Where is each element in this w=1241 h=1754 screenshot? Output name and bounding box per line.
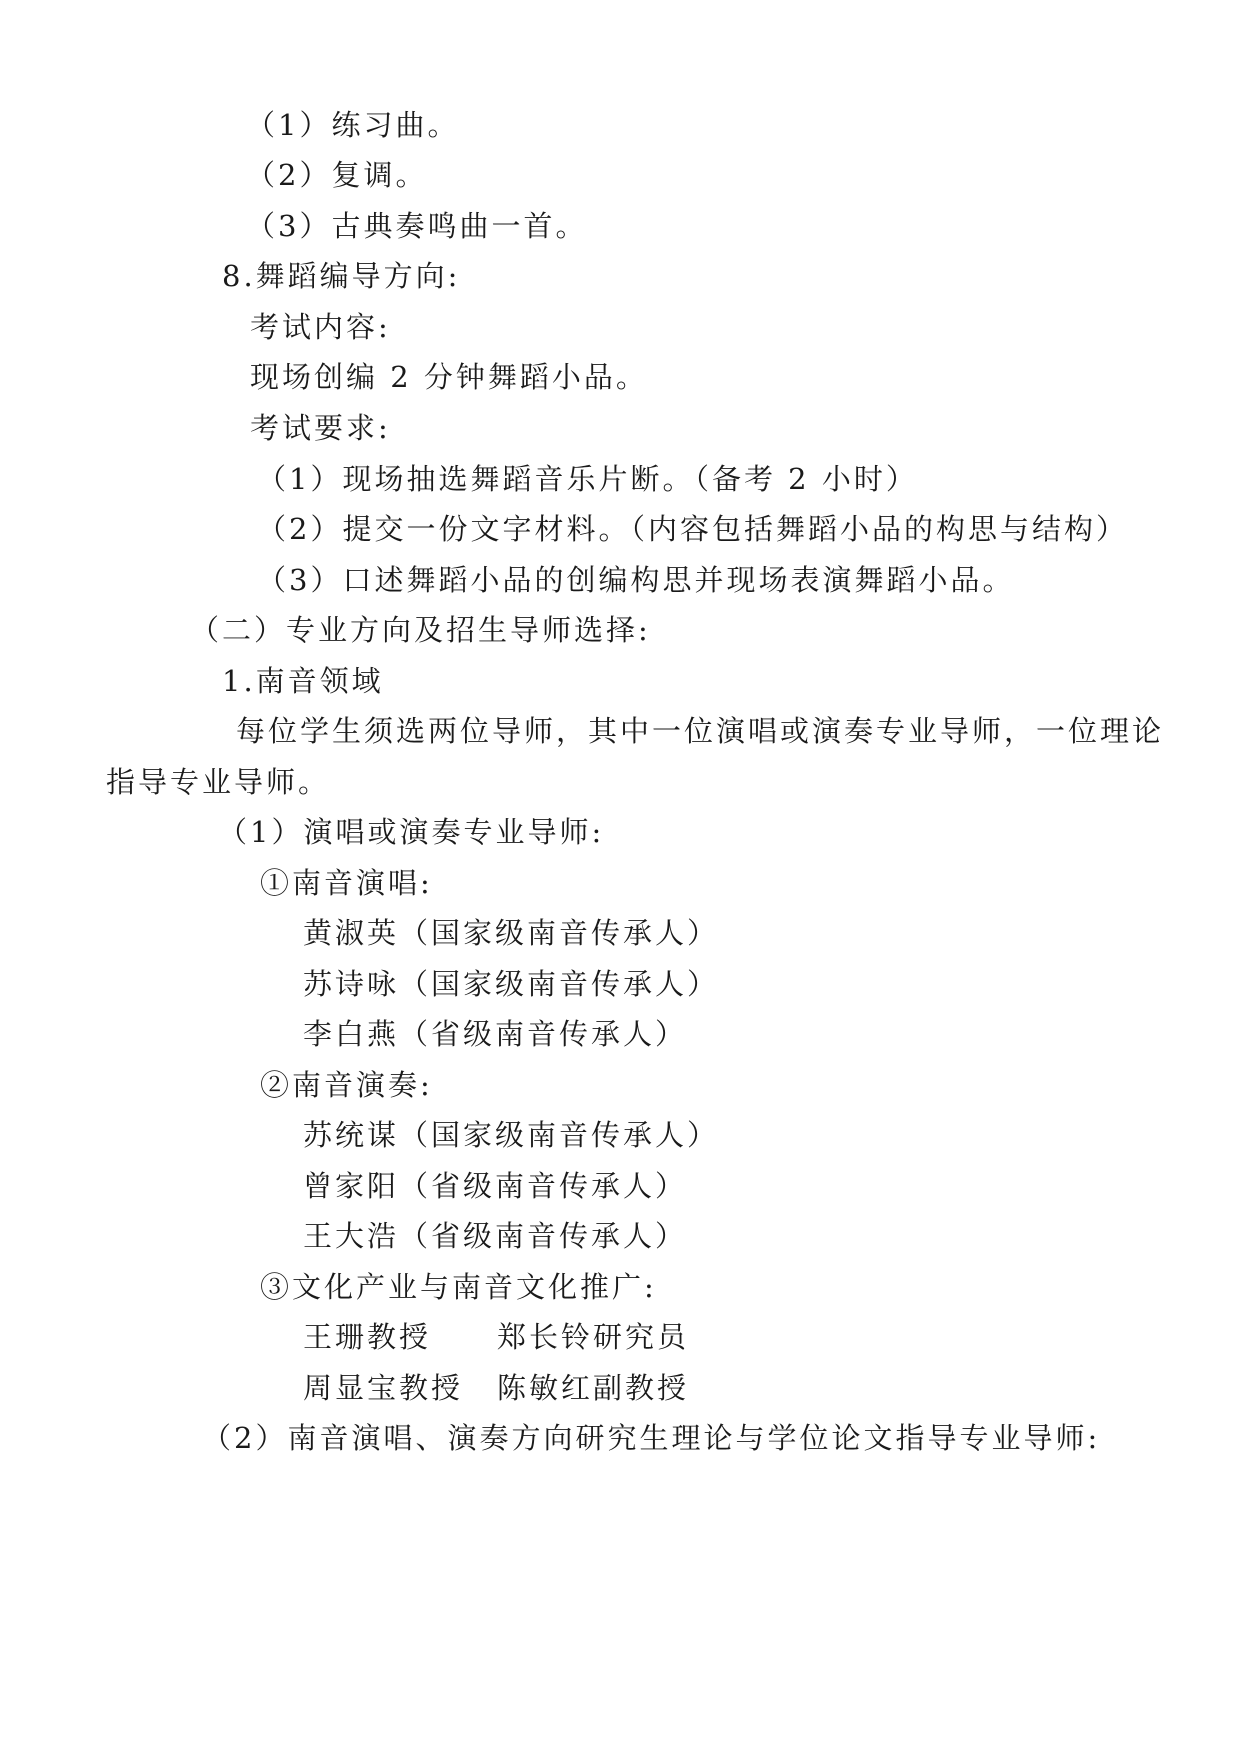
advisor-zeng-jiayang: 曾家阳（省级南音传承人） [303,1169,688,1203]
advisor-row [497,1368,689,1408]
requirement-1: （1）现场抽选舞蹈音乐片断。（备考 2 小时） [257,462,918,496]
theory-advisors-heading: （2）南音演唱、演奏方向研究生理论与学位论文指导专业导师: [202,1421,1101,1455]
item-1-etude: （1）练习曲。 [246,108,460,142]
culture-industry-heading: ③文化产业与南音文化推广: [260,1270,657,1304]
item-3-sonata: （3）古典奏鸣曲一首。 [246,209,588,243]
paragraph-line-2: 指导专业导师。 [106,765,331,799]
advisor-zheng-changling: 郑长铃研究员 [497,1320,690,1354]
advisor-zhou-xianbao: 周显宝教授 [303,1371,464,1405]
item-2-polyphony: （2）复调。 [246,158,428,192]
exam-content-text: 现场创编 2 分钟舞蹈小品。 [250,360,648,394]
requirement-3: （3）口述舞蹈小品的创编构思并现场表演舞蹈小品。 [257,563,1015,597]
nanyin-singing-heading: ①南音演唱: [260,866,433,900]
advisor-wang-shan: 王珊教授 [303,1320,432,1354]
performance-advisors-heading: （1）演唱或演奏专业导师: [218,815,605,849]
section-8-heading: 8.舞蹈编导方向: [222,259,461,293]
paragraph-line-1: 每位学生须选两位导师，其中一位演唱或演奏专业导师，一位理论 [236,714,1165,748]
exam-content-label: 考试内容: [250,310,391,344]
nanyin-field-heading: 1.南音领域 [222,664,384,698]
requirement-2: （2）提交一份文字材料。（内容包括舞蹈小品的构思与结构） [257,512,1128,546]
advisor-wang-dahao: 王大浩（省级南音传承人） [303,1219,688,1253]
advisor-row [303,1368,463,1408]
exam-requirements-label: 考试要求: [250,411,391,445]
advisor-li-baiyan: 李白燕（省级南音传承人） [303,1017,688,1051]
nanyin-performance-heading: ②南音演奏: [260,1068,433,1102]
section-2-heading: （二）专业方向及招生导师选择: [190,613,651,647]
advisor-su-shiyong: 苏诗咏（国家级南音传承人） [303,967,720,1001]
advisor-row [497,1317,689,1357]
advisor-su-tongmou: 苏统谋（国家级南音传承人） [303,1118,720,1152]
advisor-row [303,1317,431,1357]
advisor-huang-shuying: 黄淑英（国家级南音传承人） [303,916,720,950]
advisor-chen-minhong: 陈敏红副教授 [497,1371,690,1405]
